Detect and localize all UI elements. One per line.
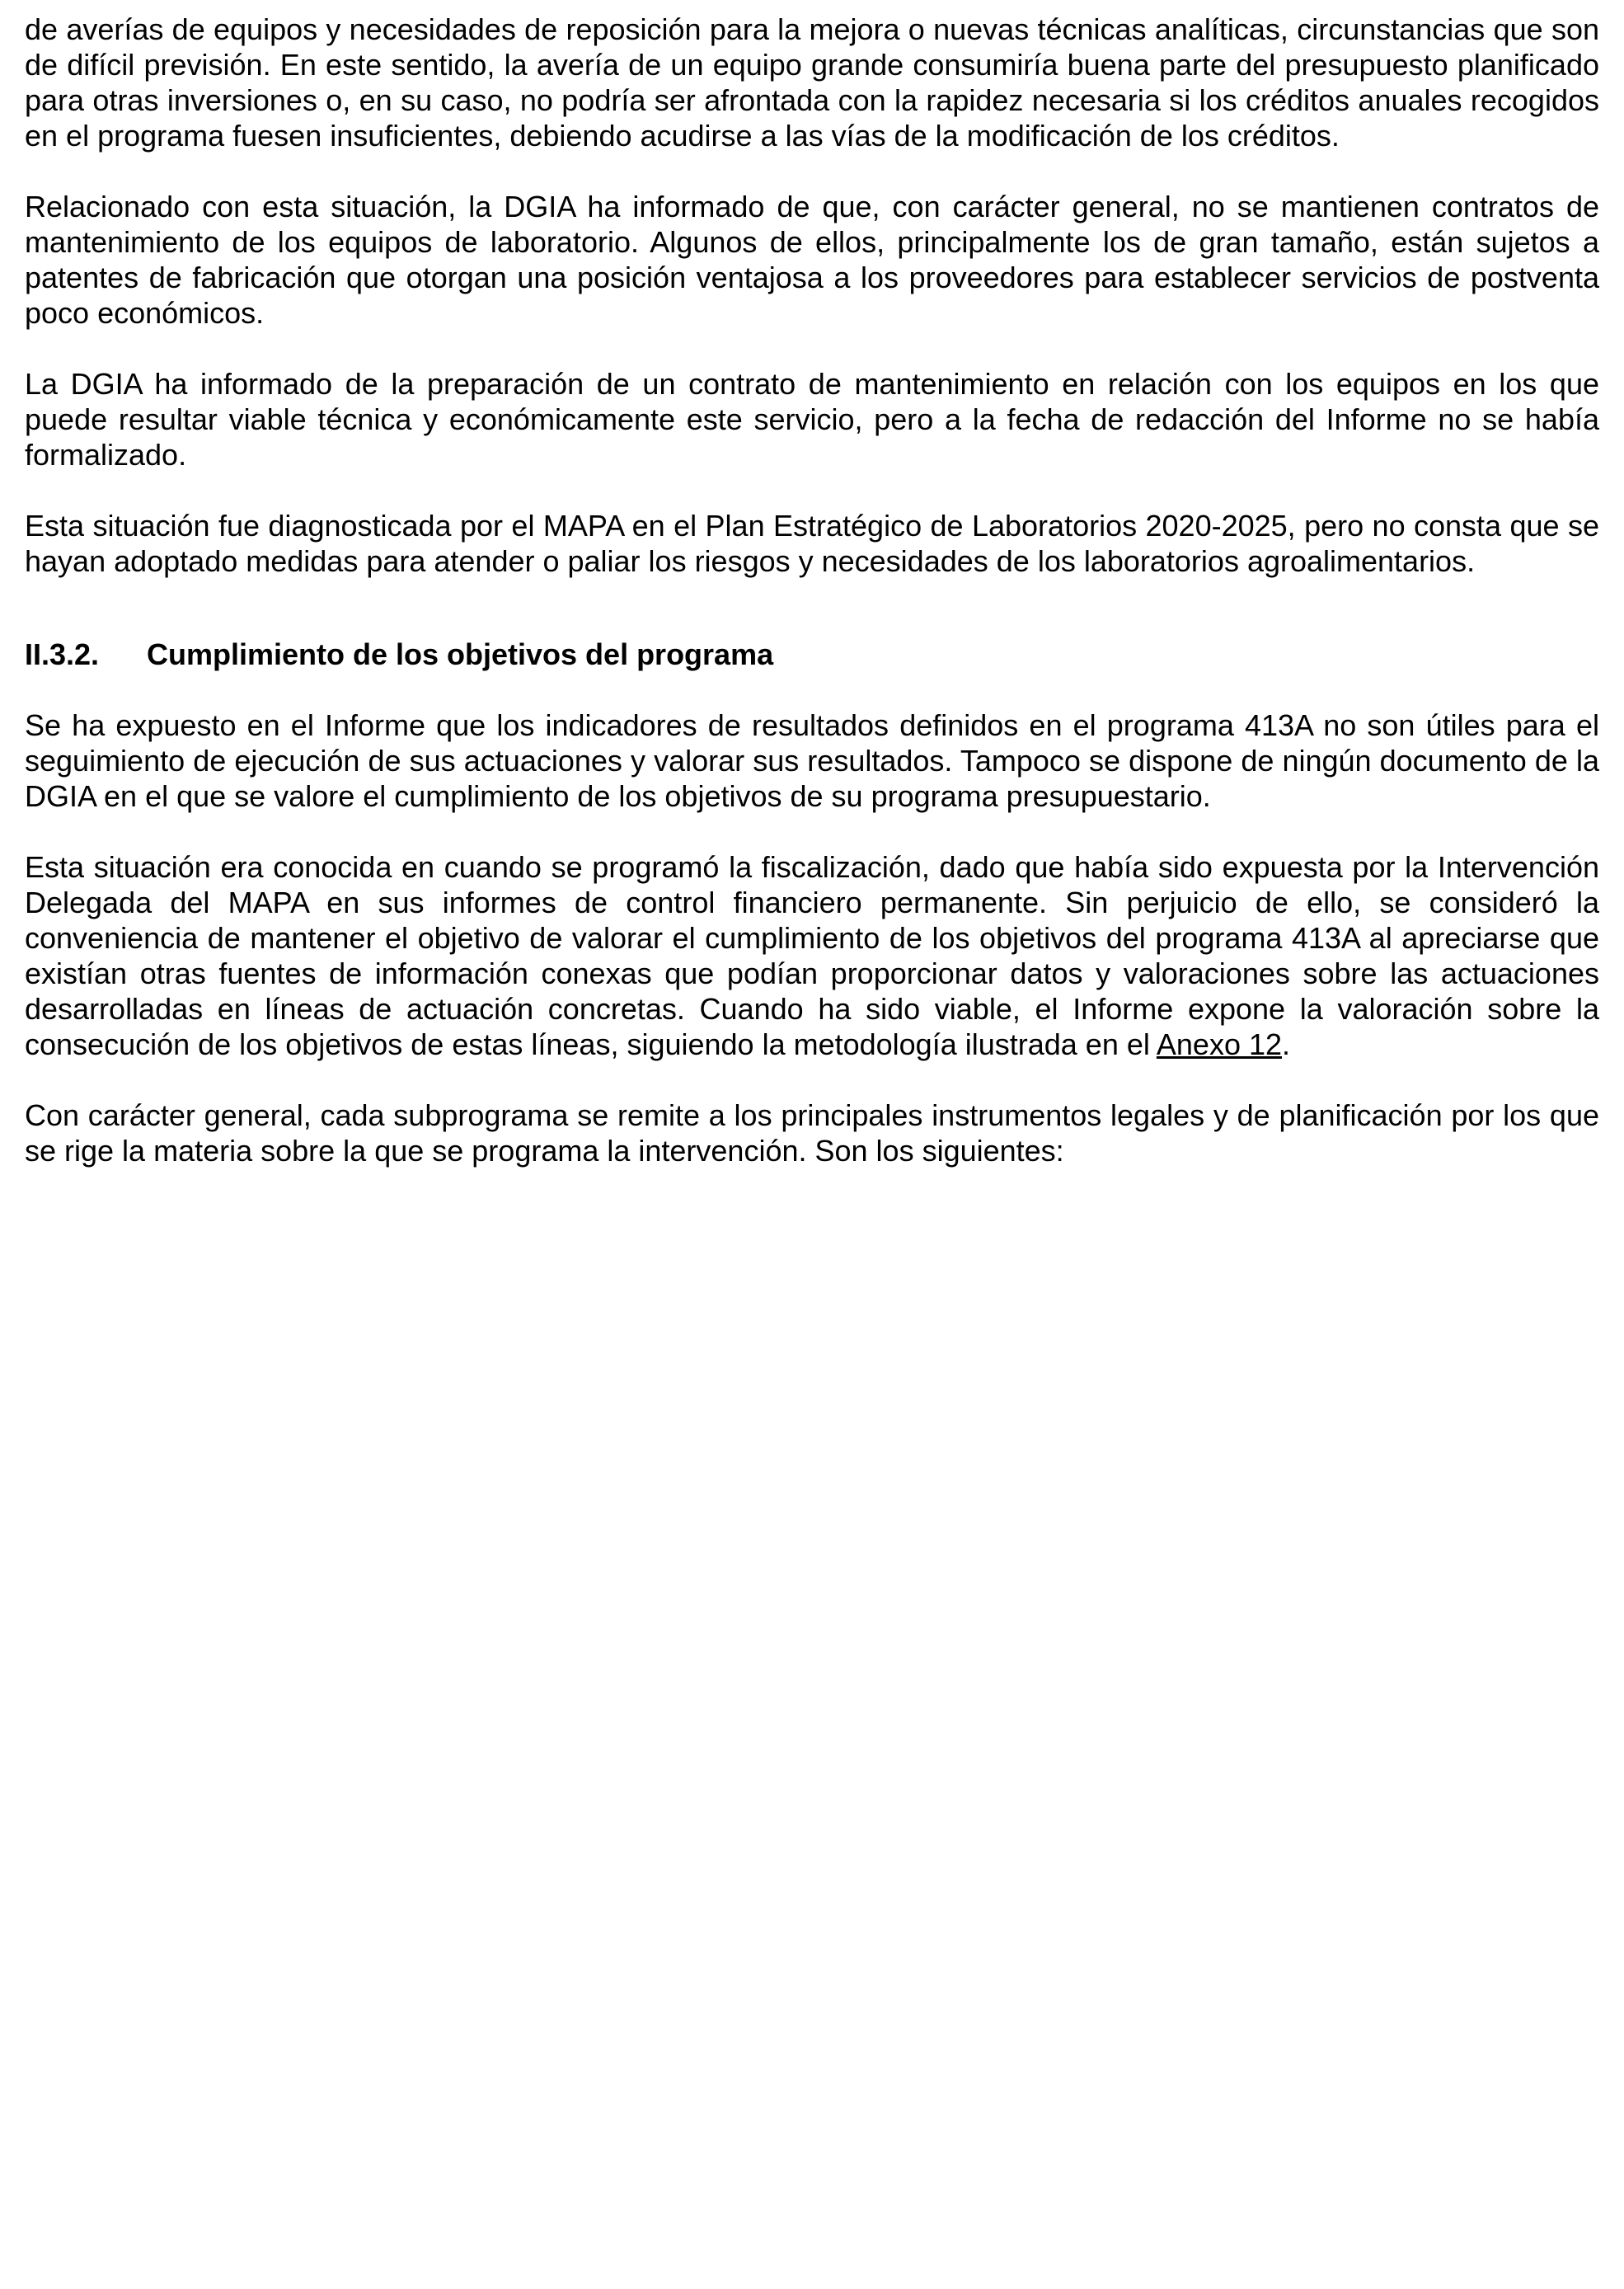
- paragraph-plan-estrategico: Esta situación fue diagnosticada por el MAPA en el Plan Estratégico de Laboratorios 2020-2025, pero no consta que se hayan adoptado medidas para atender o paliar los riesgos y necesidades de los laboratorios agroalimentarios.: [25, 509, 1599, 578]
- paragraph-averias-equipos: de averías de equipos y necesidades de reposición para la mejora o nuevas técnicas analíticas, circunstancias que son de difícil previsión. En este sentido, la avería de un equipo grande consumiría buena parte del presupuesto planificado para otras inversiones o, en su caso, no podría ser afrontada con la rapidez necesaria si los créditos anuales recogidos en el programa fuesen insuficientes, debiendo acudirse a las vías de la modificación de los créditos.: [25, 12, 1599, 153]
- paragraph-indicadores-resultados: Se ha expuesto en el Informe que los indicadores de resultados definidos en el programa 413A no son útiles para el seguimiento de ejecución de sus actuaciones y valorar sus resultados. Tampoco se dispone de ningún documento de la DGIA en el que se valore el cumplimiento de los objetivos de su programa presupuestario.: [25, 708, 1599, 813]
- section-title: Cumplimiento de los objetivos del programa: [147, 637, 774, 671]
- paragraph-instrumentos-legales: Con carácter general, cada subprograma se remite a los principales instrumentos legales y de planificación por los que se rige la materia sobre la que se programa la intervención. Son los siguientes:: [25, 1098, 1599, 1168]
- fiscalizacion-text-after-link: .: [1282, 1027, 1291, 1061]
- section-number: II.3.2.: [25, 637, 100, 671]
- anexo-12-link[interactable]: Anexo 12: [1156, 1027, 1283, 1061]
- fiscalizacion-text-before-link: Esta situación era conocida en cuando se programó la fiscalización, dado que había sido expuesta por la Intervención Delegada del MAPA en sus informes de control financiero permanente. Sin perjuicio de ello, se consideró la conveniencia de mantener el objetivo de valorar el cumplimiento de los objetivos del programa 413A al apreciarse que existían otras fuentes de información conexas que podían proporcionar datos y valoraciones sobre las actuaciones desarrolladas en líneas de actuación concretas. Cuando ha sido viable, el Informe expone la valoración sobre la consecución de los objetivos de estas líneas, siguiendo la metodología ilustrada en el: [25, 850, 1599, 1061]
- paragraph-fiscalizacion: [25, 849, 1599, 1062]
- paragraph-contratos-mantenimiento: Relacionado con esta situación, la DGIA ha informado de que, con carácter general, no se mantienen contratos de mantenimiento de los equipos de laboratorio. Algunos de ellos, principalmente los de gran tamaño, están sujetos a patentes de fabricación que otorgan una posición ventajosa a los proveedores para establecer servicios de postventa poco económicos.: [25, 190, 1599, 330]
- section-heading-II-3-2: [25, 637, 1599, 672]
- paragraph-preparacion-contrato: La DGIA ha informado de la preparación de un contrato de mantenimiento en relación con los equipos en los que puede resultar viable técnica y económicamente este servicio, pero a la fecha de redacción del Informe no se había formalizado.: [25, 367, 1599, 472]
